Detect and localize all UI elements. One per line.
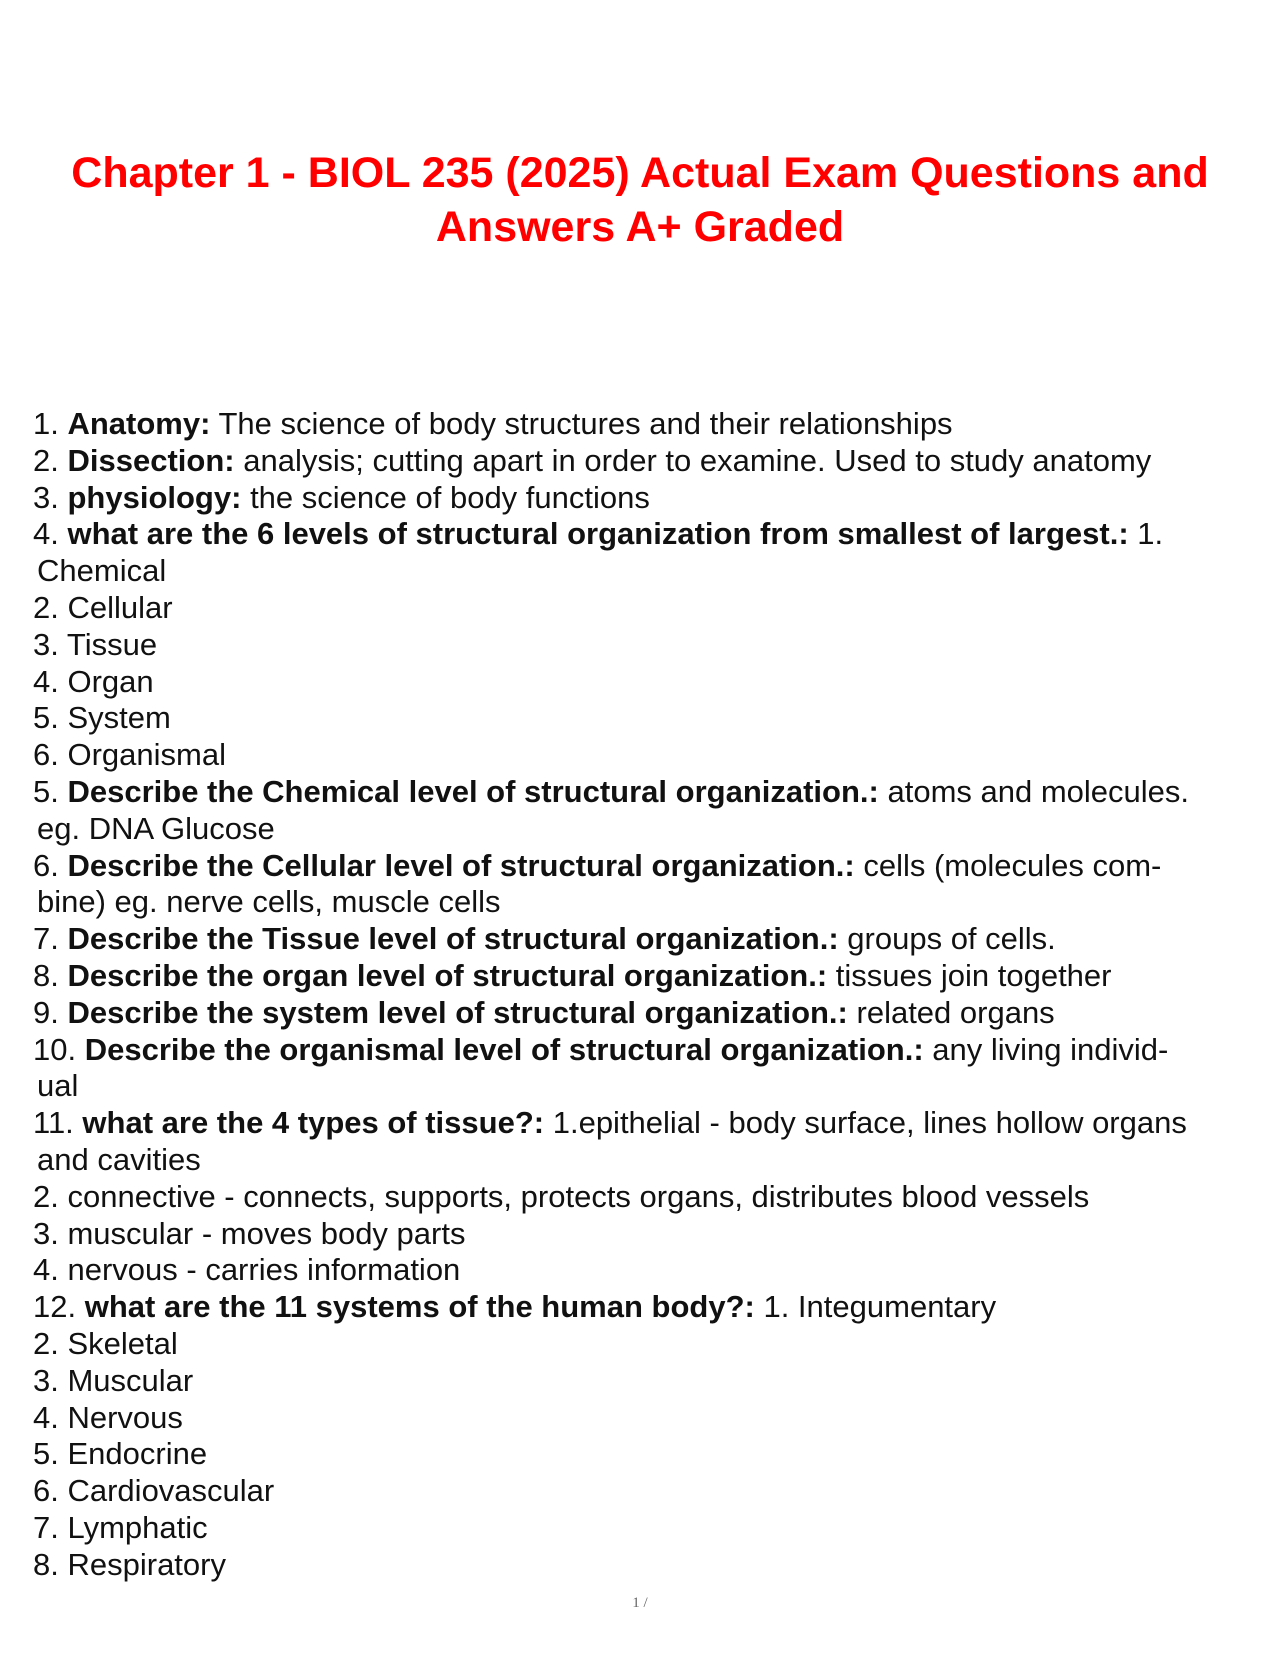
item-text: ual — [37, 1068, 79, 1104]
list-item — [33, 516, 1248, 553]
item-number: 4. — [33, 663, 59, 699]
list-item — [33, 811, 1248, 848]
list-item — [33, 1179, 1248, 1216]
list-item — [33, 1216, 1248, 1253]
item-text: muscular - moves body parts — [67, 1215, 466, 1251]
item-text: Tissue — [66, 626, 158, 662]
item-text: Chemical — [37, 553, 167, 589]
item-term: Describe the Tissue level of structural organization.: — [67, 921, 839, 957]
item-text: Organismal — [67, 737, 226, 773]
list-item — [33, 1289, 1248, 1326]
item-term: physiology: — [67, 479, 242, 515]
list-item — [33, 700, 1248, 737]
list-item — [33, 921, 1248, 958]
item-text: 1. — [1137, 516, 1164, 552]
item-number: 12. — [33, 1289, 77, 1325]
item-text: analysis; cutting apart in order to examine. Used to study anatomy — [243, 442, 1152, 478]
list-item — [33, 1400, 1248, 1437]
list-item — [33, 995, 1248, 1032]
item-number: 3. — [33, 1215, 59, 1251]
list-item — [33, 443, 1248, 480]
list-item — [33, 737, 1248, 774]
item-text: Lymphatic — [67, 1509, 208, 1545]
item-text: connective - connects, supports, protects organs, distributes blood vessels — [67, 1178, 1090, 1214]
list-item — [33, 848, 1248, 885]
item-number: 5. — [33, 700, 59, 736]
title-line-1: Chapter 1 - BIOL 235 (2025) Actual Exam Questions and — [71, 149, 1209, 197]
list-item — [33, 1547, 1248, 1584]
item-number: 5. — [33, 773, 59, 809]
item-text: System — [67, 700, 171, 736]
item-text: cells (molecules com- — [863, 847, 1162, 883]
item-text: related organs — [856, 994, 1055, 1030]
item-text: 1. Integumentary — [763, 1289, 997, 1325]
item-number: 2. — [33, 442, 59, 478]
item-text: the science of body functions — [250, 479, 650, 515]
list-item — [33, 590, 1248, 627]
item-text: 1.epithelial - body surface, lines hollow organs — [552, 1105, 1187, 1141]
item-number: 7. — [33, 921, 59, 957]
item-number: 4. — [33, 1399, 59, 1435]
item-term: Dissection: — [67, 442, 235, 478]
list-item — [33, 884, 1248, 921]
item-number: 10. — [33, 1031, 77, 1067]
list-item — [33, 1326, 1248, 1363]
list-item — [33, 958, 1248, 995]
list-item — [33, 664, 1248, 701]
page-number: 1 / — [632, 1595, 648, 1611]
item-number: 5. — [33, 1436, 59, 1472]
item-number: 4. — [33, 1252, 59, 1288]
item-text: Cellular — [67, 589, 173, 625]
item-number: 9. — [33, 994, 59, 1030]
item-term: Anatomy: — [67, 406, 211, 441]
item-term: Describe the Cellular level of structural organization.: — [67, 847, 855, 883]
item-term: what are the 11 systems of the human body?: — [84, 1289, 755, 1325]
list-item — [33, 1473, 1248, 1510]
item-text: Nervous — [67, 1399, 183, 1435]
list-item — [33, 627, 1248, 664]
list-item — [33, 406, 1248, 443]
item-number: 6. — [33, 737, 59, 773]
item-text: Skeletal — [67, 1325, 178, 1361]
item-term: what are the 6 levels of structural organization from smallest of largest.: — [67, 516, 1129, 552]
list-item — [33, 553, 1248, 590]
item-number: 8. — [33, 957, 59, 993]
item-text: Organ — [67, 663, 154, 699]
item-term: what are the 4 types of tissue?: — [82, 1105, 545, 1141]
list-item — [33, 1105, 1248, 1142]
item-number: 6. — [33, 1473, 59, 1509]
item-number: 8. — [33, 1546, 59, 1582]
item-number: 3. — [33, 626, 59, 662]
list-item — [33, 1252, 1248, 1289]
item-text: eg. DNA Glucose — [37, 810, 275, 846]
item-text: Endocrine — [67, 1436, 208, 1472]
list-item — [33, 1363, 1248, 1400]
item-text: Respiratory — [67, 1546, 226, 1582]
item-text: The science of body structures and their relationships — [218, 406, 953, 441]
item-text: nervous - carries information — [67, 1252, 461, 1288]
item-number: 7. — [33, 1509, 59, 1545]
item-term: Describe the Chemical level of structural organization.: — [67, 773, 879, 809]
item-number: 3. — [33, 1362, 59, 1398]
list-item — [33, 1142, 1248, 1179]
item-term: Describe the system level of structural organization.: — [67, 994, 848, 1030]
list-item — [33, 1436, 1248, 1473]
item-text: and cavities — [37, 1141, 201, 1177]
item-number: 6. — [33, 847, 59, 883]
item-text: any living individ- — [932, 1031, 1169, 1067]
item-number: 11. — [33, 1105, 74, 1141]
list-item — [33, 1068, 1248, 1105]
item-term: Describe the organismal level of structural organization.: — [84, 1031, 924, 1067]
item-text: atoms and molecules. — [887, 773, 1190, 809]
list-item — [33, 774, 1248, 811]
item-number: 1. — [33, 406, 59, 441]
item-text: tissues join together — [835, 957, 1112, 993]
title-line-2: Answers A+ Graded — [435, 203, 845, 251]
item-number: 2. — [33, 1325, 59, 1361]
item-text: bine) eg. nerve cells, muscle cells — [37, 884, 501, 920]
item-number: 4. — [33, 516, 59, 552]
item-term: Describe the organ level of structural organization.: — [67, 957, 828, 993]
item-number: 3. — [33, 479, 59, 515]
list-item — [33, 480, 1248, 517]
item-number: 2. — [33, 1178, 59, 1214]
item-text: groups of cells. — [847, 921, 1056, 957]
page-title — [0, 146, 1280, 254]
list-item — [33, 1510, 1248, 1547]
item-text: Muscular — [67, 1362, 194, 1398]
question-answer-list — [33, 406, 1248, 1584]
list-item — [33, 1032, 1248, 1069]
item-number: 2. — [33, 589, 59, 625]
item-text: Cardiovascular — [67, 1473, 275, 1509]
